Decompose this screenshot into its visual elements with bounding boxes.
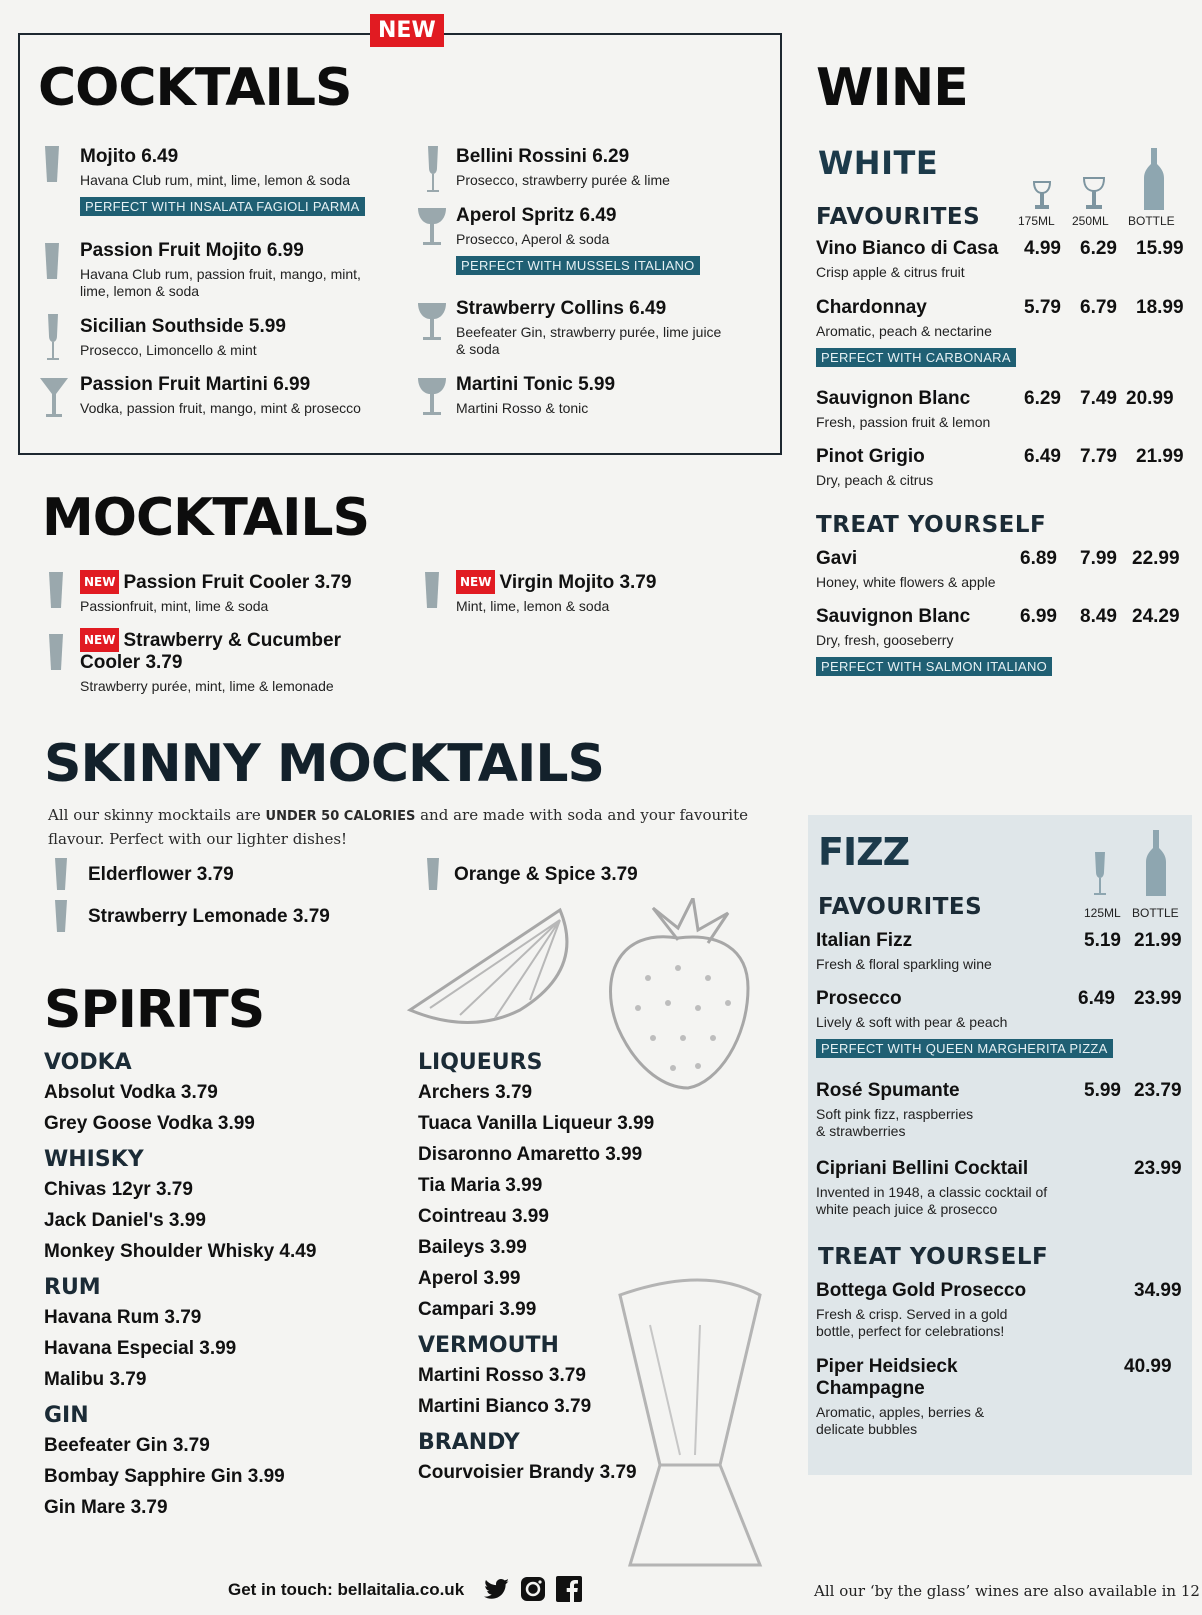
wine-price-250: 7.49 — [1080, 388, 1117, 409]
mocktail-name: Passion Fruit Cooler 3.79 — [123, 572, 352, 593]
cocktail-name: Aperol Spritz 6.49 — [456, 205, 617, 226]
wine-glass-icon — [418, 208, 446, 248]
cocktail-item — [456, 205, 756, 275]
wine-bottle-icon — [1144, 148, 1164, 210]
wine-name: Gavi — [816, 548, 858, 569]
flute-glass-icon — [424, 146, 442, 192]
pairing-badge: PERFECT WITH QUEEN MARGHERITA PIZZA — [816, 1039, 1113, 1058]
wine-price-250: 6.79 — [1080, 297, 1117, 318]
skinny-item: Orange & Spice 3.79 — [454, 864, 638, 885]
highball-glass-icon — [48, 572, 64, 608]
spirit-heading: GIN — [44, 1403, 89, 1428]
new-tag: NEW — [456, 570, 495, 594]
spirit-item: Campari 3.99 — [418, 1299, 537, 1320]
wine-title: WINE — [816, 58, 968, 118]
lemon-slice-icon — [400, 900, 580, 1040]
mocktail-item — [456, 570, 756, 615]
spirit-item: Baileys 3.99 — [418, 1237, 527, 1258]
spirit-item: Archers 3.79 — [418, 1082, 533, 1103]
spirit-item: Havana Especial 3.99 — [44, 1338, 237, 1359]
pairing-badge: PERFECT WITH CARBONARA — [816, 348, 1016, 367]
footer-contact: Get in touch: bellaitalia.co.uk — [228, 1580, 465, 1599]
wine-row — [816, 388, 1176, 431]
spirit-heading: BRANDY — [418, 1430, 520, 1455]
cocktail-item — [80, 240, 380, 300]
spirit-item: Beefeater Gin 3.79 — [44, 1435, 210, 1456]
wine-price-bottle: 20.99 — [1126, 388, 1174, 409]
skinny-intro-c: and are made with soda and your favourite flavour. Perfect with our lighter dishes! — [48, 806, 749, 848]
fizz-price-bottle: 23.79 — [1134, 1080, 1182, 1101]
highball-glass-icon — [54, 858, 68, 890]
fizz-price-125: 5.19 — [1084, 930, 1121, 951]
white-heading: WHITE — [818, 144, 939, 182]
col-bottle: BOTTLE — [1128, 214, 1175, 228]
fizz-title: FIZZ — [818, 830, 910, 874]
mocktail-name: Strawberry & Cucumber Cooler 3.79 — [80, 630, 341, 673]
cocktail-item — [456, 374, 756, 417]
spirits-title: SPIRITS — [44, 980, 265, 1040]
wine-desc: Aromatic, peach & nectarine — [816, 323, 992, 339]
cocktail-desc: Prosecco, Limoncello & mint — [80, 342, 257, 358]
martini-glass-icon — [40, 378, 68, 418]
wine-row — [816, 548, 1180, 591]
highball-glass-icon — [426, 858, 440, 890]
wine-treat-heading: TREAT YOURSELF — [816, 512, 1047, 538]
cocktail-desc: Havana Club rum, passion fruit, mango, mint, lime, lemon & soda — [80, 266, 361, 299]
fizz-name: Italian Fizz — [816, 930, 913, 951]
cocktail-desc: Prosecco, strawberry purée & lime — [456, 172, 670, 188]
spirit-item: Bombay Sapphire Gin 3.99 — [44, 1466, 285, 1487]
flute-glass-icon — [1092, 852, 1108, 896]
wine-row — [816, 446, 1184, 489]
pairing-badge: PERFECT WITH SALMON ITALIANO — [816, 657, 1052, 676]
facebook-icon[interactable] — [556, 1576, 582, 1602]
col-175ml: 175ML — [1018, 214, 1055, 228]
spirit-item: Chivas 12yr 3.79 — [44, 1179, 193, 1200]
cocktail-name: Bellini Rossini 6.29 — [456, 146, 630, 167]
wine-price-175: 6.29 — [1024, 388, 1061, 409]
fizz-price-bottle: 40.99 — [1124, 1356, 1172, 1377]
small-wine-glass-icon — [1032, 180, 1052, 210]
fizz-desc: Aromatic, apples, berries & delicate bubbles — [816, 1404, 985, 1437]
spirit-item: Malibu 3.79 — [44, 1369, 147, 1390]
wine-desc: Crisp apple & citrus fruit — [816, 264, 965, 280]
spirit-item: Aperol 3.99 — [418, 1268, 521, 1289]
cocktail-desc: Beefeater Gin, strawberry purée, lime juice & soda — [456, 324, 722, 357]
cocktail-item — [80, 146, 390, 216]
pairing-badge: PERFECT WITH MUSSELS ITALIANO — [456, 256, 700, 275]
mocktail-item — [80, 570, 400, 615]
wine-favourites-heading: FAVOURITES — [816, 204, 981, 230]
fizz-row — [816, 1280, 1182, 1340]
wine-name: Sauvignon Blanc — [816, 606, 971, 627]
spirit-item: Martini Rosso 3.79 — [418, 1365, 586, 1386]
wine-price-250: 7.79 — [1080, 446, 1117, 467]
fizz-treat-heading: TREAT YOURSELF — [818, 1244, 1049, 1270]
wine-desc: Dry, fresh, gooseberry — [816, 632, 954, 648]
wine-price-bottle: 18.99 — [1136, 297, 1184, 318]
footer-note: All our ‘by the glass’ wines are also available in 12 — [814, 1582, 1200, 1600]
col-125ml: 125ML — [1084, 906, 1121, 920]
cocktail-desc: Vodka, passion fruit, mango, mint & prosecco — [80, 400, 361, 416]
skinny-title: SKINNY MOCKTAILS — [44, 734, 604, 794]
spirits-right-column — [418, 1050, 748, 1488]
fizz-name: Bottega Gold Prosecco — [816, 1280, 1027, 1301]
wine-price-250: 7.99 — [1080, 548, 1117, 569]
skinny-intro — [48, 804, 748, 850]
wine-price-175: 5.79 — [1024, 297, 1061, 318]
wine-price-bottle: 24.29 — [1132, 606, 1180, 627]
mocktail-desc: Passionfruit, mint, lime & soda — [80, 598, 269, 614]
wine-price-175: 4.99 — [1024, 238, 1061, 259]
fizz-favourites-heading: FAVOURITES — [818, 894, 983, 920]
cocktail-item — [456, 146, 756, 189]
cocktail-name: Strawberry Collins 6.49 — [456, 298, 667, 319]
fizz-price-bottle: 23.99 — [1134, 1158, 1182, 1179]
mocktail-desc: Mint, lime, lemon & soda — [456, 598, 610, 614]
wine-row — [816, 238, 1184, 281]
fizz-name: Rosé Spumante — [816, 1080, 960, 1101]
spirit-heading: VODKA — [44, 1050, 132, 1075]
spirit-item: Absolut Vodka 3.79 — [44, 1082, 218, 1103]
fizz-row — [816, 930, 1182, 973]
large-wine-glass-icon — [1082, 176, 1106, 210]
spirit-item: Martini Bianco 3.79 — [418, 1396, 592, 1417]
wine-price-175: 6.99 — [1020, 606, 1057, 627]
spirit-item: Courvoisier Brandy 3.79 — [418, 1462, 637, 1483]
wine-name: Sauvignon Blanc — [816, 388, 971, 409]
cocktail-desc: Havana Club rum, mint, lime, lemon & soda — [80, 172, 350, 188]
cocktail-name: Passion Fruit Mojito 6.99 — [80, 240, 304, 261]
fizz-name: Cipriani Bellini Cocktail — [816, 1158, 1029, 1179]
highball-glass-icon — [44, 146, 60, 182]
fizz-row — [816, 988, 1182, 1058]
fizz-price-bottle: 23.99 — [1134, 988, 1182, 1009]
fizz-row — [816, 1080, 1182, 1140]
cocktail-name: Passion Fruit Martini 6.99 — [80, 374, 311, 395]
wine-price-250: 6.29 — [1080, 238, 1117, 259]
spirit-item: Jack Daniel's 3.99 — [44, 1210, 206, 1231]
flute-glass-icon — [44, 314, 62, 360]
cocktail-name: Mojito 6.49 — [80, 146, 179, 167]
highball-glass-icon — [48, 634, 64, 670]
spirit-heading: WHISKY — [44, 1147, 144, 1172]
fizz-name: Piper Heidsieck Champagne — [816, 1356, 958, 1399]
skinny-intro-a: All our skinny mocktails are — [48, 806, 266, 824]
wine-glass-icon — [418, 303, 446, 343]
wine-price-250: 8.49 — [1080, 606, 1117, 627]
fizz-price-125: 5.99 — [1084, 1080, 1121, 1101]
wine-name: Pinot Grigio — [816, 446, 925, 467]
fizz-desc: Lively & soft with pear & peach — [816, 1014, 1008, 1030]
highball-glass-icon — [424, 572, 440, 608]
champagne-bottle-icon — [1146, 830, 1166, 896]
fizz-row — [816, 1158, 1182, 1218]
col-250ml: 250ML — [1072, 214, 1109, 228]
cocktail-name: Sicilian Southside 5.99 — [80, 316, 286, 337]
highball-glass-icon — [54, 900, 68, 932]
fizz-desc: Soft pink fizz, raspberries & strawberries — [816, 1106, 974, 1139]
highball-glass-icon — [44, 243, 60, 279]
spirit-heading: VERMOUTH — [418, 1333, 559, 1358]
pairing-badge: PERFECT WITH INSALATA FAGIOLI PARMA — [80, 197, 365, 216]
skinny-item: Strawberry Lemonade 3.79 — [88, 906, 330, 927]
spirit-item: Havana Rum 3.79 — [44, 1307, 202, 1328]
fizz-price-bottle: 34.99 — [1134, 1280, 1182, 1301]
cocktail-name: Martini Tonic 5.99 — [456, 374, 616, 395]
spirit-item: Tuaca Vanilla Liqueur 3.99 — [418, 1113, 655, 1134]
wine-name: Chardonnay — [816, 297, 927, 318]
cocktail-item — [80, 374, 400, 417]
wine-price-bottle: 21.99 — [1136, 446, 1184, 467]
cocktail-item — [456, 298, 726, 358]
new-badge: NEW — [370, 14, 444, 47]
wine-price-175: 6.89 — [1020, 548, 1057, 569]
fizz-desc: Invented in 1948, a classic cocktail of white peach juice & prosecco — [816, 1184, 1048, 1217]
wine-glass-icon — [418, 378, 446, 418]
skinny-intro-bold: UNDER 50 CALORIES — [265, 809, 416, 824]
wine-price-bottle: 22.99 — [1132, 548, 1180, 569]
cocktails-title: COCKTAILS — [38, 58, 352, 118]
fizz-name: Prosecco — [816, 988, 902, 1009]
mocktails-title: MOCKTAILS — [42, 488, 370, 548]
spirit-item: Cointreau 3.99 — [418, 1206, 549, 1227]
fizz-desc: Fresh & crisp. Served in a gold bottle, perfect for celebrations! — [816, 1306, 1008, 1339]
spirits-left-column — [44, 1050, 374, 1523]
wine-desc: Dry, peach & citrus — [816, 472, 934, 488]
cocktail-desc: Prosecco, Aperol & soda — [456, 231, 610, 247]
spirit-item: Disaronno Amaretto 3.99 — [418, 1144, 643, 1165]
fizz-price-125: 6.49 — [1078, 988, 1115, 1009]
spirit-item: Tia Maria 3.99 — [418, 1175, 543, 1196]
mocktail-name: Virgin Mojito 3.79 — [499, 572, 657, 593]
spirit-item: Gin Mare 3.79 — [44, 1497, 168, 1518]
spirit-heading: LIQUEURS — [418, 1050, 543, 1075]
spirit-heading: RUM — [44, 1275, 101, 1300]
wine-price-175: 6.49 — [1024, 446, 1061, 467]
wine-price-bottle: 15.99 — [1136, 238, 1184, 259]
new-tag: NEW — [80, 570, 119, 594]
wine-desc: Fresh, passion fruit & lemon — [816, 414, 991, 430]
mocktail-desc: Strawberry purée, mint, lime & lemonade — [80, 678, 334, 694]
mocktail-item — [80, 628, 370, 695]
fizz-row — [816, 1356, 1176, 1438]
spirit-item: Monkey Shoulder Whisky 4.49 — [44, 1241, 317, 1262]
cocktail-item — [80, 316, 390, 359]
wine-name: Vino Bianco di Casa — [816, 238, 999, 259]
fizz-desc: Fresh & floral sparkling wine — [816, 956, 992, 972]
twitter-icon[interactable] — [482, 1578, 510, 1602]
col-bottle: BOTTLE — [1132, 906, 1179, 920]
new-tag: NEW — [80, 628, 119, 652]
wine-row — [816, 297, 1184, 367]
skinny-item: Elderflower 3.79 — [88, 864, 234, 885]
wine-row — [816, 606, 1180, 676]
spirit-item: Grey Goose Vodka 3.99 — [44, 1113, 255, 1134]
wine-desc: Honey, white flowers & apple — [816, 574, 996, 590]
fizz-price-bottle: 21.99 — [1134, 930, 1182, 951]
instagram-icon[interactable] — [520, 1576, 546, 1602]
cocktail-desc: Martini Rosso & tonic — [456, 400, 589, 416]
